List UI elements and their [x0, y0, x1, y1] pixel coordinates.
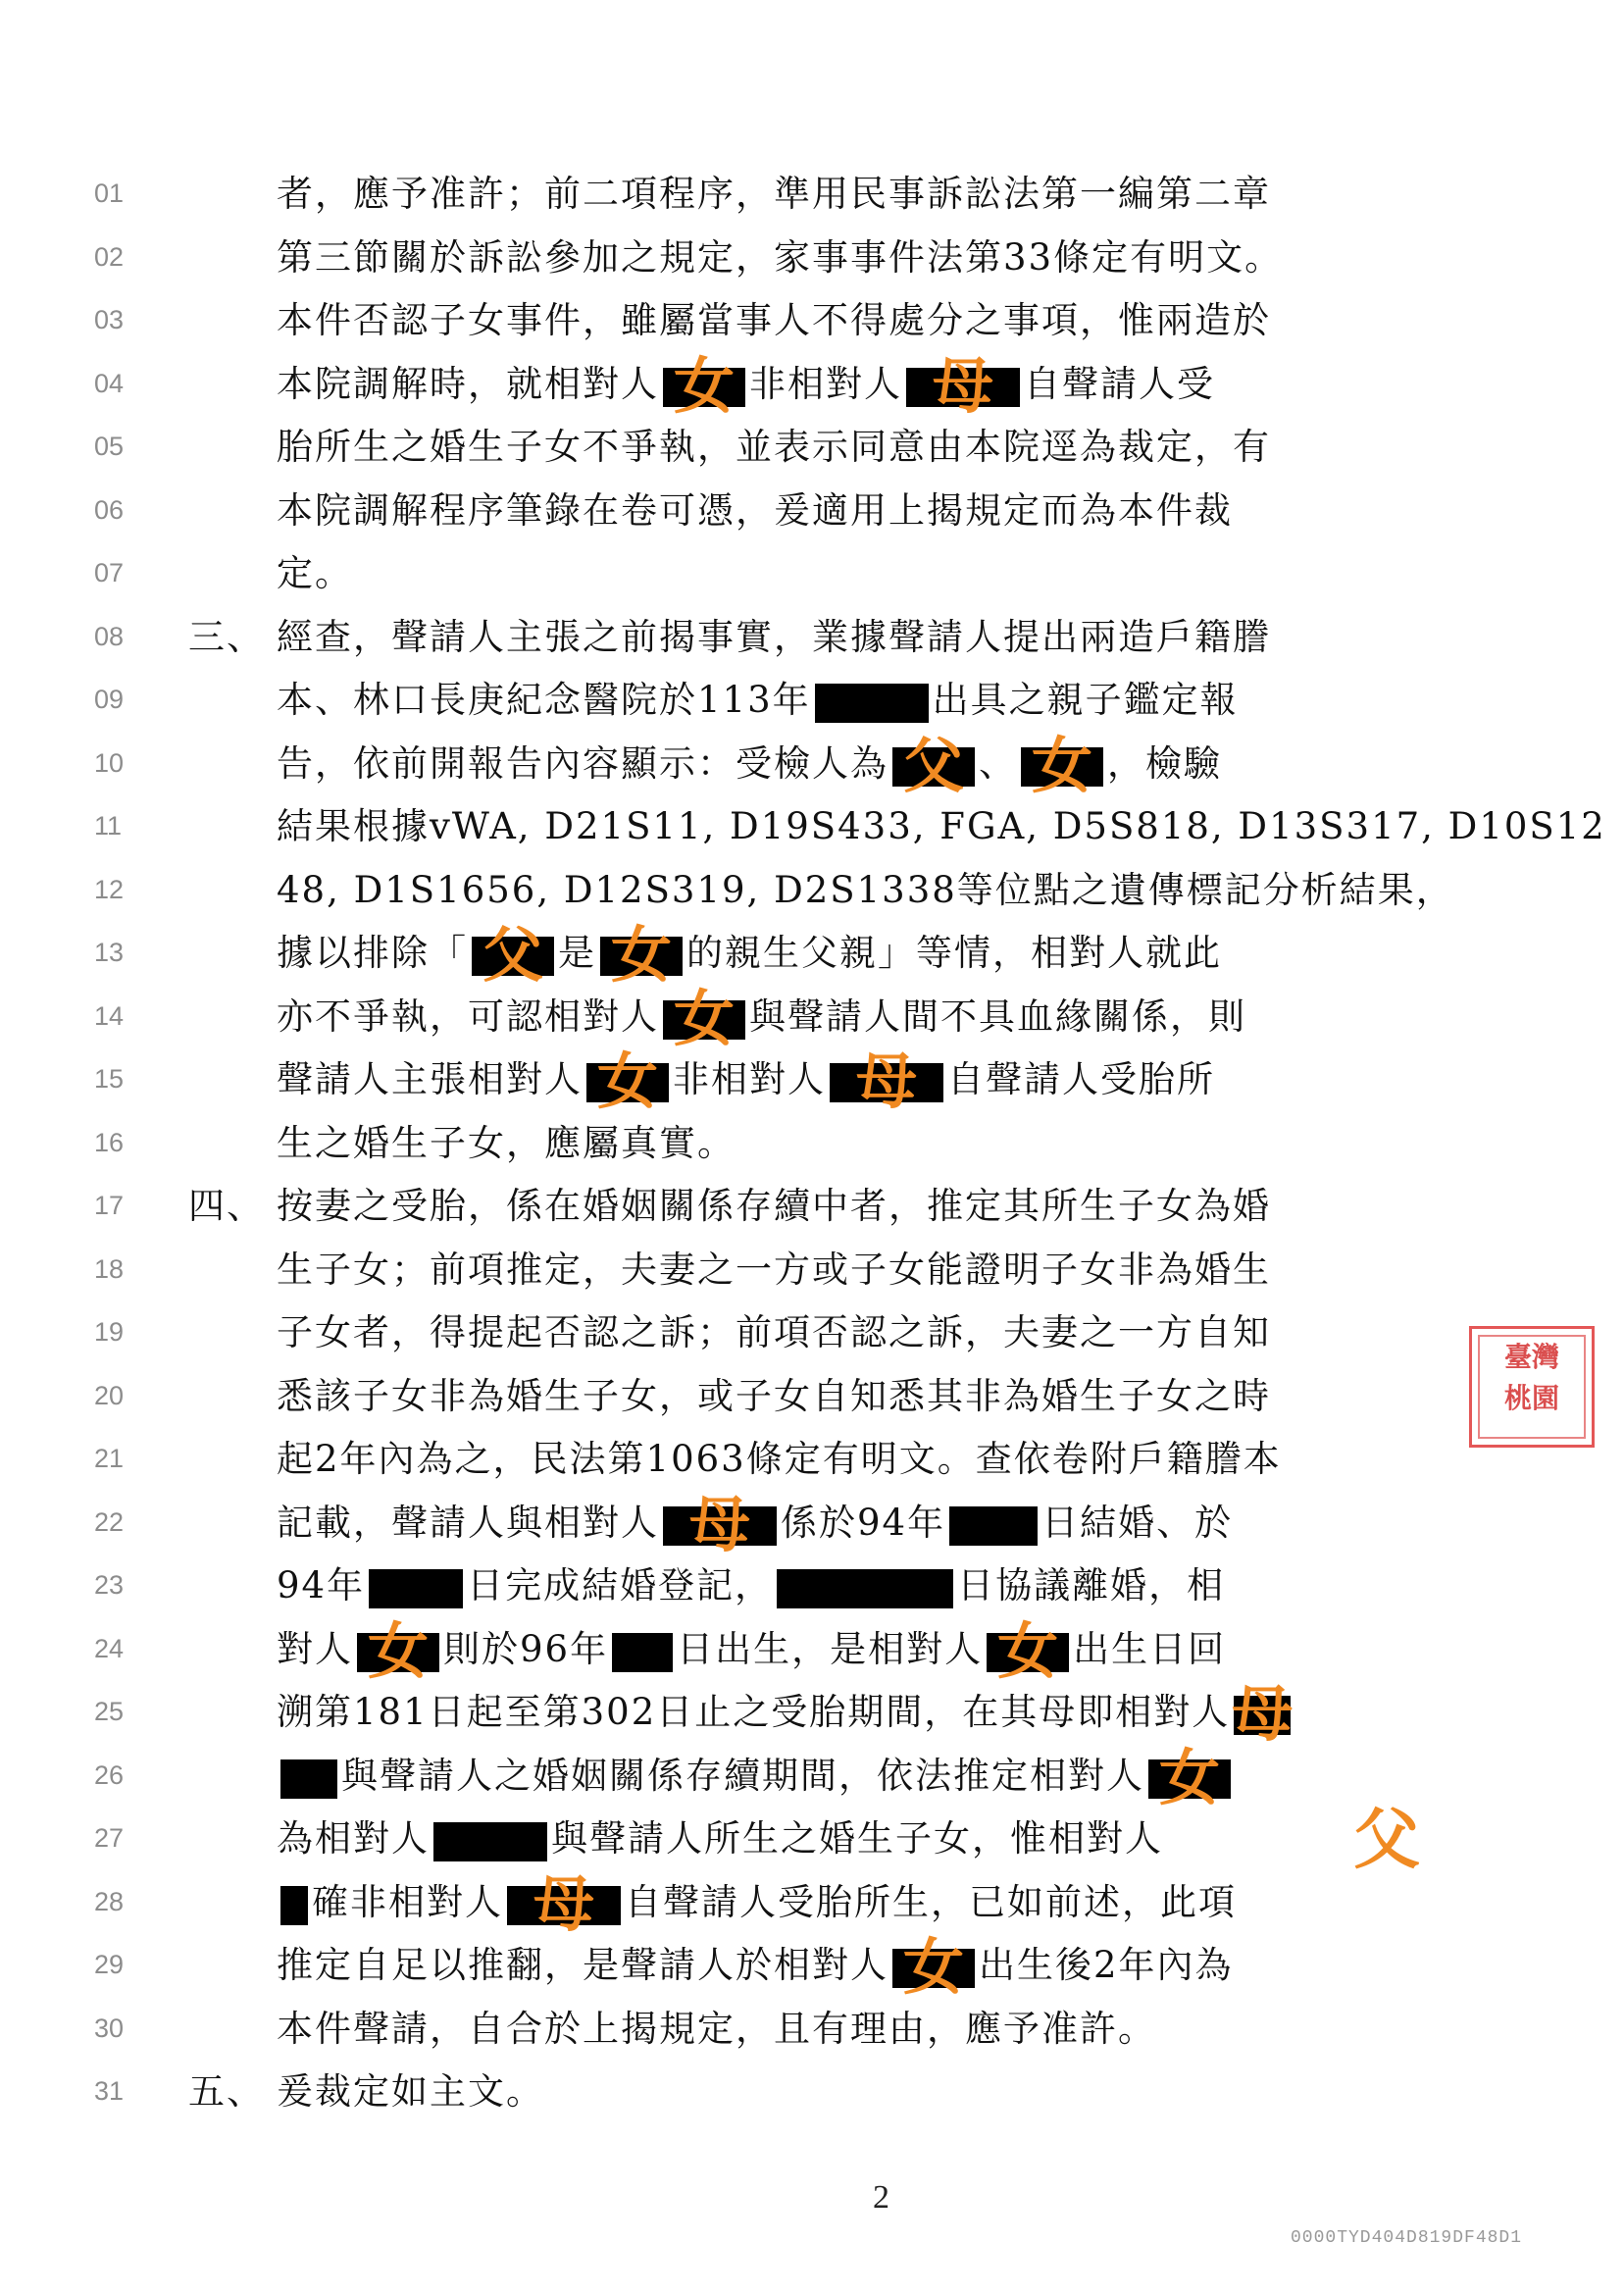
line-number: 24 [94, 1634, 125, 1663]
redaction-label: 母 [1232, 1677, 1294, 1750]
text-segment: 者，應予准許；前二項程序，準用民事訴訟法第一編第二章 [277, 173, 1271, 215]
redaction-label: 女 [997, 1614, 1059, 1687]
text-line [277, 799, 1606, 854]
redaction-block [777, 1569, 953, 1608]
text-segment: 本院調解時，就相對人 [277, 363, 659, 405]
redaction-label: 女 [1031, 729, 1093, 801]
text-segment: 自聲請人受 [1024, 363, 1215, 405]
text-segment: 告，依前開報告內容顯示：受檢人為 [277, 742, 888, 785]
text-segment: 日完成結婚登記， [467, 1564, 774, 1606]
text-line [277, 1677, 1294, 1750]
line-number: 11 [94, 811, 123, 841]
redaction-block [600, 918, 683, 991]
redaction-label: 女 [902, 1930, 965, 2003]
text-line [277, 2002, 1156, 2057]
line-number: 22 [94, 1507, 125, 1537]
redaction-block [830, 1045, 943, 1117]
redaction-label: 女 [673, 349, 736, 422]
redaction-block [369, 1569, 463, 1608]
redaction-label: 女 [596, 1045, 659, 1117]
redaction-label: 母 [688, 1488, 751, 1560]
redaction-block [433, 1822, 547, 1861]
page-number: 2 [873, 2179, 889, 2216]
text-segment: 亦不爭執，可認相對人 [277, 995, 659, 1038]
redaction-block [472, 918, 554, 991]
redaction-label: 女 [1158, 1741, 1221, 1813]
text-segment: 非相對人 [673, 1058, 826, 1100]
text-line [277, 918, 1222, 991]
document-code: 0000TYD404D819DF48D1 [1291, 2228, 1523, 2248]
text-line [277, 1741, 1235, 1813]
line-number: 13 [94, 938, 125, 967]
redaction-label: 女 [367, 1614, 430, 1687]
line-number: 26 [94, 1760, 125, 1790]
redaction-block [280, 1886, 308, 1925]
text-line [277, 1488, 1234, 1560]
text-segment: 自聲請人受胎所 [947, 1058, 1215, 1100]
line-number: 21 [94, 1444, 125, 1473]
text-line [277, 293, 1271, 348]
line-number: 06 [94, 495, 125, 525]
redaction-block [663, 1488, 777, 1560]
line-number: 14 [94, 1001, 125, 1031]
text-segment: 確非相對人 [312, 1881, 503, 1923]
text-segment: 定。 [277, 552, 353, 594]
text-line [277, 1179, 1271, 1234]
line-number: 09 [94, 685, 125, 714]
text-segment: 記載，聲請人與相對人 [277, 1502, 659, 1544]
line-number: 04 [94, 369, 125, 398]
redaction-label: 母 [932, 349, 994, 422]
text-segment: 本件否認子女事件，雖屬當事人不得處分之事項，惟兩造於 [277, 299, 1271, 341]
text-line [277, 673, 1239, 728]
text-segment: 94年 [277, 1564, 366, 1606]
text-line [277, 1614, 1227, 1687]
redaction-block [892, 1930, 975, 2003]
text-segment: 本院調解程序筆錄在卷可憑，爰適用上揭規定而為本件裁 [277, 489, 1233, 532]
text-segment: ，檢驗 [1107, 742, 1222, 785]
line-number: 23 [94, 1570, 125, 1600]
line-number: 15 [94, 1064, 125, 1094]
redaction-block [1021, 729, 1103, 801]
redaction-block [987, 1614, 1069, 1687]
redaction-block [815, 684, 929, 723]
text-segment: 與聲請人間不具血緣關係，則 [749, 995, 1246, 1038]
section-number: 五、 [188, 2070, 265, 2113]
redaction-label: 父 [482, 918, 544, 991]
line-number: 31 [94, 2076, 125, 2106]
text-segment: 是 [558, 932, 596, 974]
redaction-block [1232, 1677, 1294, 1750]
text-segment: 聲請人主張相對人 [277, 1058, 583, 1100]
text-segment: 日協議離婚，相 [957, 1564, 1226, 1606]
text-line [277, 349, 1215, 422]
text-segment: 係於94年 [781, 1502, 946, 1544]
text-line [277, 546, 353, 601]
text-line [277, 1369, 1271, 1424]
text-segment: 經查，聲請人主張之前揭事實，業據聲請人提出兩造戶籍謄 [277, 616, 1271, 658]
text-segment: 出生日回 [1073, 1628, 1227, 1670]
text-segment: 第三節關於訴訟參加之規定，家事事件法第33條定有明文。 [277, 236, 1284, 279]
redaction-block [280, 1759, 337, 1799]
line-number: 16 [94, 1128, 125, 1157]
text-line [277, 1243, 1271, 1298]
line-number: 28 [94, 1887, 125, 1916]
text-segment: 對人 [277, 1628, 353, 1670]
text-segment: 推定自足以推翻，是聲請人於相對人 [277, 1944, 888, 1986]
text-line [277, 610, 1271, 665]
line-number: 02 [94, 242, 125, 272]
text-segment: 日出生，是相對人 [677, 1628, 984, 1670]
text-segment: 爰裁定如主文。 [277, 2070, 544, 2113]
text-line [277, 1432, 1282, 1487]
court-seal-stamp: 臺灣 桃園 [1469, 1326, 1595, 1448]
text-segment: 據以排除「 [277, 932, 468, 974]
section-number: 四、 [188, 1185, 265, 1227]
text-segment: 與聲請人之婚姻關係存續期間，依法推定相對人 [341, 1755, 1144, 1797]
text-line [277, 420, 1271, 475]
line-number: 01 [94, 178, 125, 208]
line-number: 27 [94, 1823, 125, 1853]
line-number: 29 [94, 1950, 125, 1979]
line-number: 20 [94, 1381, 125, 1410]
text-segment: 結果根據vWA, D21S11, D19S433, FGA, D5S818, D13S317, D10S12 [277, 805, 1606, 847]
line-number: 03 [94, 305, 125, 334]
redaction-block [949, 1506, 1038, 1546]
text-line [277, 1116, 736, 1171]
text-line [277, 167, 1271, 222]
text-segment: 則於96年 [443, 1628, 609, 1670]
redaction-label: 女 [673, 982, 736, 1054]
text-segment: 生子女；前項推定，夫妻之一方或子女能證明子女非為婚生 [277, 1249, 1271, 1291]
text-segment: 為相對人 [277, 1817, 430, 1860]
text-segment: 自聲請人受胎所生，已如前述，此項 [625, 1881, 1237, 1923]
text-segment: 出具之親子鑑定報 [932, 679, 1239, 721]
redaction-block [663, 982, 745, 1054]
text-segment: 悉該子女非為婚生子女，或子女自知悉其非為婚生子女之時 [277, 1375, 1271, 1417]
text-line [277, 1305, 1271, 1360]
text-line [277, 1867, 1237, 1940]
line-number: 30 [94, 2014, 125, 2043]
text-segment: 胎所生之婚生子女不爭執，並表示同意由本院逕為裁定，有 [277, 426, 1271, 468]
text-line [277, 1811, 1163, 1866]
redaction-block [612, 1633, 673, 1672]
text-line [277, 1930, 1234, 2003]
text-segment: 日結婚、於 [1041, 1502, 1234, 1544]
text-segment: 生之婚生子女，應屬真實。 [277, 1122, 736, 1164]
text-segment: 、 [979, 742, 1017, 785]
text-segment: 出生後2年內為 [979, 1944, 1234, 1986]
text-line [277, 230, 1283, 285]
text-segment: 本件聲請，自合於上揭規定，且有理由，應予准許。 [277, 2008, 1156, 2050]
text-segment: 按妻之受胎，係在婚姻關係存續中者，推定其所生子女為婚 [277, 1185, 1271, 1227]
redaction-block [507, 1867, 621, 1940]
redaction-label: 母 [855, 1045, 918, 1117]
line-number: 07 [94, 558, 125, 587]
text-line [277, 729, 1222, 801]
text-line [277, 863, 1454, 918]
redaction-block [892, 729, 975, 801]
redaction-label: 母 [533, 1867, 595, 1940]
text-segment: 子女者，得提起否認之訴；前項否認之訴，夫妻之一方自知 [277, 1311, 1271, 1353]
line-number: 08 [94, 622, 125, 651]
section-number: 三、 [188, 616, 265, 658]
text-segment: 起2年內為之，民法第1063條定有明文。查依卷附戶籍謄本 [277, 1438, 1282, 1480]
redaction-label: 父 [902, 729, 965, 801]
text-line [277, 484, 1233, 538]
redaction-label-float: 父 [1353, 1802, 1421, 1879]
line-number: 17 [94, 1191, 125, 1220]
line-number: 25 [94, 1697, 125, 1726]
text-line [277, 1045, 1215, 1117]
text-segment: 的親生父親」等情，相對人就此 [686, 932, 1222, 974]
redaction-block [357, 1614, 439, 1687]
text-segment: 與聲請人所生之婚生子女，惟相對人 [551, 1817, 1163, 1860]
text-line [277, 1558, 1225, 1613]
text-segment: 溯第181日起至第302日止之受胎期間，在其母即相對人 [277, 1691, 1231, 1733]
text-segment: 48, D1S1656, D12S319, D2S1338等位點之遺傳標記分析結果， [277, 869, 1454, 911]
redaction-block [906, 349, 1020, 422]
line-number: 19 [94, 1317, 125, 1347]
redaction-label: 女 [610, 918, 673, 991]
redaction-block [663, 349, 745, 422]
text-segment: 非相對人 [749, 363, 902, 405]
text-line [277, 2065, 544, 2119]
line-number: 18 [94, 1254, 125, 1284]
text-line [277, 982, 1246, 1054]
redaction-block [586, 1045, 669, 1117]
line-number: 12 [94, 875, 125, 904]
text-segment: 本、林口長庚紀念醫院於113年 [277, 679, 811, 721]
line-number: 05 [94, 432, 125, 461]
line-number: 10 [94, 748, 125, 778]
redaction-block [1148, 1741, 1231, 1813]
